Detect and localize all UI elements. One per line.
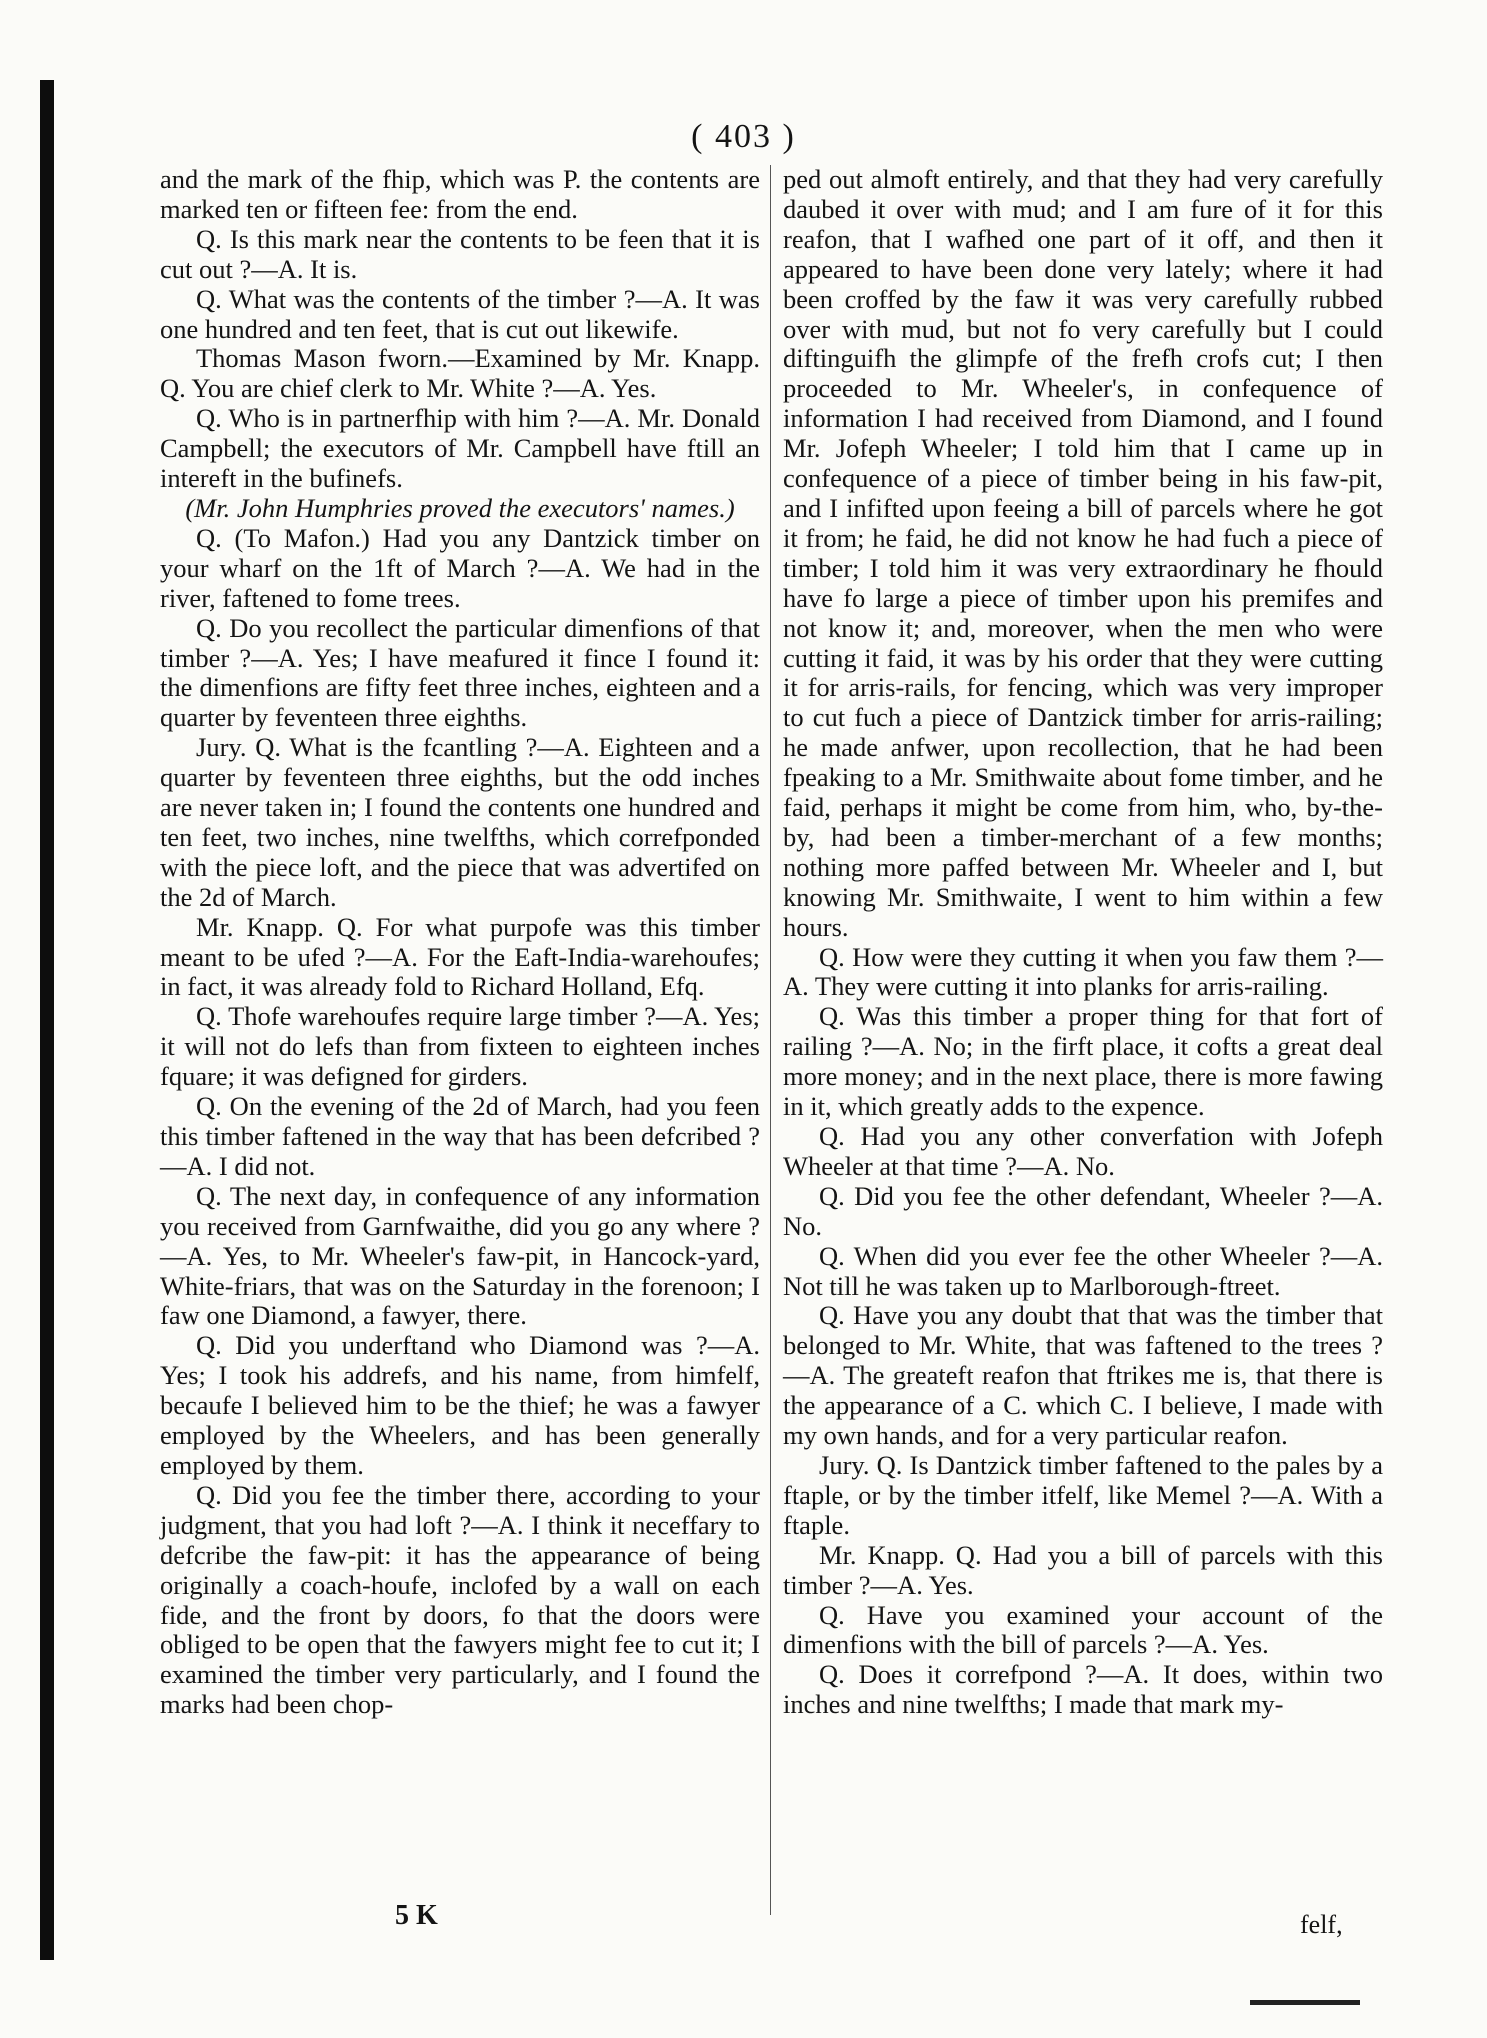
paragraph: Q. Do you recollect the particular dimenfions of that timber ?—A. Yes; I have meafured it fince I found it: the dimenfions are fifty feet three inches, eighteen and a quarter by feventeen three eighths. [160, 612, 760, 733]
paragraph: Mr. Knapp. Q. For what purpofe was this timber meant to be ufed ?—A. For the Eaft-India-warehoufes; in fact, it was already fold to Richard Holland, Efq. [160, 911, 760, 1002]
paragraph: Q. Have you examined your account of the dimenfions with the bill of parcels ?—A. Yes. [783, 1599, 1383, 1660]
paragraph: Q. Did you fee the other defendant, Wheeler ?—A. No. [783, 1180, 1383, 1241]
paragraph: Q. Did you underftand who Diamond was ?—A. Yes; I took his addrefs, and his name, from himfelf, becaufe I believed him to be the thief; he was a fawyer employed by the Wheelers, and has been generally employed by them. [160, 1330, 760, 1480]
paragraph: Q. What was the contents of the timber ?—A. It was one hundred and ten feet, that is cut out likewife. [160, 283, 760, 344]
paragraph: Jury. Q. Is Dantzick timber faftened to the pales by a ftaple, or by the timber itfelf, like Memel ?—A. With a ftaple. [783, 1449, 1383, 1540]
paragraph: Q. Does it correfpond ?—A. It does, within two inches and nine twelfths; I made that mark my- [783, 1659, 1383, 1720]
signature-mark: 5 K [395, 1900, 438, 1931]
paragraph: Q. Had you any other converfation with Jofeph Wheeler at that time ?—A. No. [783, 1121, 1383, 1181]
paragraph: ped out almoft entirely, and that they had very carefully daubed it over with mud; and I am fure of it for this reafon, that I wafhed one part of it off, and then it appeared to have been done very lately; where it had been croffed by the faw it was very carefully rubbed over with mud, but not fo very carefully but I could diftinguifh the glimpfe of the frefh crofs cut; I then proceeded to Mr. Wheeler's, in confequence of information I had received from Diamond, and I found Mr. Jofeph Wheeler; I told him that I came up in confequence of a piece of timber being in his faw-pit, and I infifted upon feeing a bill of parcels where he got it from; he faid, he did not know he had fuch a piece of timber; I told him it was very extraordinary he fhould have fo large a piece of timber upon his premifes and not know it; and, moreover, when the men who were cutting it faid, it was by his order that they were cutting it for arris-rails, for fencing, which was very improper to cut fuch a piece of Dantzick timber for arris-railing; he made anfwer, upon recollection, that he had been fpeaking to a Mr. Smithwaite about fome timber, and he faid, perhaps it might be come from him, who, by-the-by, had been a timber-merchant of a few months; nothing more paffed between Mr. Wheeler and I, but knowing Mr. Smithwaite, I went to him within a few hours. [783, 164, 1383, 942]
right-column [783, 165, 1383, 1720]
paragraph: Q. Thofe warehoufes require large timber ?—A. Yes; it will not do lefs than from fixteen to eighteen inches fquare; it was defigned for girders. [160, 1001, 760, 1092]
paragraph: Q. Did you fee the timber there, according to your judgment, that you had loft ?—A. I think it neceffary to defcribe the faw-pit: it has the appearance of being originally a coach-houfe, inclofed by a wall on each fide, and the front by doors, fo that the doors were obliged to be open that the fawyers might fee to cut it; I examined the timber very particularly, and I found the marks had been chop- [160, 1479, 760, 1720]
column-divider [770, 165, 771, 1915]
binding-edge [40, 80, 54, 1960]
paragraph: Q. (To Mafon.) Had you any Dantzick timber on your wharf on the 1ft of March ?—A. We had in the river, faftened to fome trees. [160, 522, 760, 613]
paragraph: Q. Is this mark near the contents to be feen that it is cut out ?—A. It is. [160, 223, 760, 284]
paragraph: and the mark of the fhip, which was P. the contents are marked ten or fifteen fee: from the end. [160, 164, 760, 224]
paragraph: Thomas Mason fworn.—Examined by Mr. Knapp. Q. You are chief clerk to Mr. White ?—A. Yes. [160, 343, 760, 404]
paragraph: Q. Have you any doubt that that was the timber that belonged to Mr. White, that was faftened to the trees ?—A. The greateft reafon that ftrikes me is, that there is the appearance of a C. which C. I believe, I made with my own hands, and for a very particular reafon. [783, 1300, 1383, 1451]
paragraph: Q. When did you ever fee the other Wheeler ?—A. Not till he was taken up to Marlborough-ftreet. [783, 1240, 1383, 1301]
catchword: felf, [1300, 1910, 1343, 1939]
paragraph: (Mr. John Humphries proved the executors' names.) [185, 492, 735, 523]
paragraph: Jury. Q. What is the fcantling ?—A. Eighteen and a quarter by feventeen three eighths, but the odd inches are never taken in; I found the contents one hundred and ten feet, two inches, nine twelfths, which correfponded with the piece loft, and the piece that was advertifed on the 2d of March. [160, 732, 760, 912]
paragraph: Q. On the evening of the 2d of March, had you feen this timber faftened in the way that has been defcribed ?—A. I did not. [160, 1091, 760, 1181]
left-column [160, 165, 760, 1720]
page-number: ( 403 ) [691, 118, 796, 155]
paragraph: Q. Who is in partnerfhip with him ?—A. Mr. Donald Campbell; the executors of Mr. Campbell have ftill an intereft in the bufinefs. [160, 403, 760, 494]
footer-rule [1250, 2000, 1360, 2005]
paragraph: Q. How were they cutting it when you faw them ?—A. They were cutting it into planks for arris-railing. [783, 941, 1383, 1002]
paragraph: Q. Was this timber a proper thing for that fort of railing ?—A. No; in the firft place, it cofts a great deal more money; and in the next place, there is more fawing in it, which greatly adds to the expence. [783, 1001, 1383, 1122]
paragraph: Q. The next day, in confequence of any information you received from Garnfwaithe, did you go any where ?—A. Yes, to Mr. Wheeler's faw-pit, in Hancock-yard, White-friars, that was on the Saturday in the forenoon; I faw one Diamond, a fawyer, there. [160, 1180, 760, 1331]
paragraph: Mr. Knapp. Q. Had you a bill of parcels with this timber ?—A. Yes. [783, 1539, 1383, 1600]
